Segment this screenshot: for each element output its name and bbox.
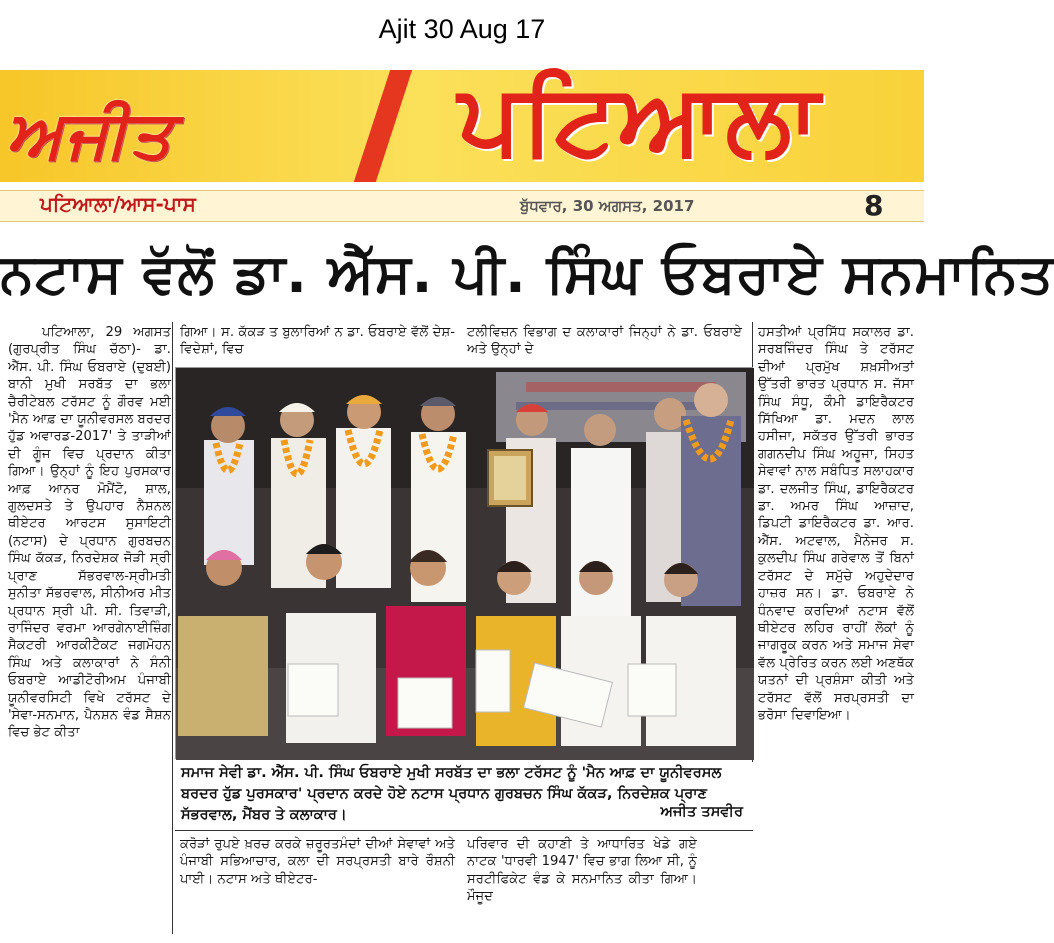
clipping-label: Ajit 30 Aug 17 bbox=[378, 14, 546, 44]
article-text-col2-top: ਗਿਆ। ਸ. ਕੱਕੜ ਤ ਬੁਲਾਰਿਆਂ ਨ ਡਾ. ਓਬਰਾਏ ਵੱਲੋਂ ਦੇਸ਼-ਵਿਦੇਸ਼ਾਂ, ਵਿਚ bbox=[180, 325, 455, 358]
article-text-col4: ਹਸਤੀਆਂ ਪ੍ਰਸਿੱਧ ਸਕਾਲਰ ਡਾ. ਸਰਬਜਿੰਦਰ ਸਿੰਘ ਤੇ ਟਰੱਸਟ ਦੀਆਂ ਪ੍ਰਮੁੱਖ ਸ਼ਖ਼ਸੀਅਤਾਂ ਉੱਤਰੀ ਭਾਰਤ ਪ੍ਰਧਾਨ ਸ. ਜੱਸਾ ਸਿੰਘ ਸੰਧੂ, ਕੌਮੀ ਡਾਇਰੈਕਟਰ ਸਿੱਖਿਆ ਡਾ. ਮਦਨ ਲਾਲ ਹਸੀਜਾ, ਸਕੱਤਰ ਉੱਤਰੀ ਭਾਰਤ ਗਗਨਦੀਪ ਸਿੰਘ ਅਹੂਜਾ, ਸਿਹਤ ਸੇਵਾਵਾਂ ਨਾਲ ਸਬੰਧਿਤ ਸਲਾਹਕਾਰ ਡਾ. ਦਲਜੀਤ ਸਿੰਘ, ਡਾਇਰੈਕਟਰ ਡਾ. ਅਮਰ ਸਿੰਘ ਆਜ਼ਾਦ, ਡਿਪਟੀ ਡਾਇਰੈਕਟਰ ਡਾ. ਆਰ. ਐੱਸ. ਅਟਵਾਲ, ਮੈਨੇਜਰ ਸ. ਕੁਲਦੀਪ ਸਿੰਘ ਗਰੇਵਾਲ ਤੋਂ ਬਿਨਾਂ ਟਰੱਸਟ ਦੇ ਸਮੁੱਚੇ ਅਹੁਦੇਦਾਰ ਹਾਜ਼ਰ ਸਨ। ਡਾ. ਓਬਰਾਏ ਨੇ ਧੰਨਵਾਦ ਕਰਦਿਆਂ ਨਟਾਸ ਵੱਲੋਂ ਥੀਏਟਰ ਲਹਿਰ ਰਾਹੀਂ ਲੋਕਾਂ ਨੂੰ ਜਾਗਰੂਕ ਕਰਨ ਅਤੇ ਸਮਾਜ ਸੇਵਾ ਵੱਲ ਪ੍ਰੇਰਿਤ ਕਰਨ ਲਈ ਅਣਥੱਕ ਯਤਨਾਂ ਦੀ ਪ੍ਰਸ਼ੰਸਾ ਕੀਤੀ ਅਤੇ ਟਰੱਸਟ ਵੱਲੋਂ ਸਰਪ੍ਰਸਤੀ ਦਾ ਭਰੋਸਾ ਦਿਵਾਇਆ। bbox=[758, 325, 914, 723]
article-text-col2-bottom: ਕਰੋੜਾਂ ਰੁਪਏ ਖ਼ਰਚ ਕਰਕੇ ਜ਼ਰੂਰਤਮੰਦਾਂ ਦੀਆਂ ਸੇਵਾਵਾਂ ਅਤੇ ਪੰਜਾਬੀ ਸਭਿਆਚਾਰ, ਕਲਾ ਦੀ ਸਰਪ੍ਰਸਤੀ ਬਾਰੇ ਰੌਸ਼ਨੀ ਪਾਈ। ਨਟਾਸ ਅਤੇ ਥੀਏਟਰ- bbox=[180, 837, 455, 887]
event-photo bbox=[175, 367, 753, 759]
article-column-3-bottom bbox=[467, 836, 697, 936]
issue-date: ਬੁੱਧਵਾਰ, 30 ਅਗਸਤ, 2017 bbox=[520, 197, 695, 215]
edition-title: ਪਟਿਆਲਾ bbox=[458, 63, 821, 177]
masthead bbox=[0, 63, 924, 182]
article-column-3-top bbox=[467, 324, 742, 362]
article-column-2-top bbox=[180, 324, 455, 362]
photo-caption-text: ਸਮਾਜ ਸੇਵੀ ਡਾ. ਐੱਸ. ਪੀ. ਸਿੰਘ ਓਬਰਾਏ ਮੁਖੀ ਸਰਬੱਤ ਦਾ ਭਲਾ ਟਰੱਸਟ ਨੂੰ 'ਮੈਨ ਆਫ਼ ਦਾ ਯੂਨੀਵਰਸਲ ਬਰਦਰ ਹੁੱਡ ਪੁਰਸਕਾਰ' ਪ੍ਰਦਾਨ ਕਰਦੇ ਹੋਏ ਨਟਾਸ ਪ੍ਰਧਾਨ ਗੁਰਬਚਨ ਸਿੰਘ ਕੱਕੜ, ਨਿਰਦੇਸ਼ਕ ਪ੍ਰਾਣ ਸੱਭਰਵਾਲ, ਮੈਂਬਰ ਤੇ ਕਲਾਕਾਰ। bbox=[181, 764, 722, 823]
article-headline: ਨਟਾਸ ਵੱਲੋਂ ਡਾ. ਐੱਸ. ਪੀ. ਸਿੰਘ ਓਬਰਾਏ ਸਨਮਾਨਿਤ bbox=[0, 242, 1054, 305]
section-bar bbox=[0, 190, 924, 222]
photo-illustration bbox=[176, 368, 754, 760]
column-rule bbox=[172, 322, 173, 934]
article-text-col3-top: ਟਲੀਵਿਜ਼ਨ ਵਿਭਾਗ ਦ ਕਲਾਕਾਰਾਂ ਜਿਨ੍ਹਾਂ ਨੇ ਡਾ. ਓਬਰਾਏ ਅਤੇ ਉਨ੍ਹਾਂ ਦੇ bbox=[467, 325, 742, 358]
article-column-1 bbox=[8, 324, 171, 936]
article-text-col3-bottom: ਪਰਿਵਾਰ ਦੀ ਕਹਾਣੀ ਤੇ ਆਧਾਰਿਤ ਖੇਡੇ ਗਏ ਨਾਟਕ 'ਧਾਰਵੀ 1947' ਵਿਚ ਭਾਗ ਲਿਆ ਸੀ, ਨੂੰ ਸਰਟੀਫਿਕੇਟ ਵੰਡ ਕੇ ਸਨਮਾਨਿਤ ਕੀਤਾ ਗਿਆ। ਮੌਜੂਦ bbox=[467, 837, 697, 905]
masthead-divider bbox=[354, 70, 412, 182]
page-number: 8 bbox=[864, 189, 884, 222]
photo-caption bbox=[175, 762, 753, 828]
caption-rule bbox=[175, 830, 753, 831]
photo-credit: ਅਜੀਤ ਤਸਵੀਰ bbox=[660, 803, 743, 820]
article-column-2-bottom bbox=[180, 836, 455, 936]
paper-name-logo: ਅਜੀਤ bbox=[6, 96, 174, 173]
section-name: ਪਟਿਆਲਾ/ਆਸ-ਪਾਸ bbox=[40, 192, 196, 216]
article-text-col1: ਪਟਿਆਲਾ, 29 ਅਗਸਤ (ਗੁਰਪ੍ਰੀਤ ਸਿੰਘ ਚੱਠਾ)- ਡਾ. ਐੱਸ. ਪੀ. ਸਿੰਘ ਓਬਰਾਏ (ਦੁਬਈ) ਬਾਨੀ ਮੁਖੀ ਸਰਬੱਤ ਦਾ ਭਲਾ ਚੈਰੀਟੇਬਲ ਟਰੱਸਟ ਨੂੰ ਗੌਰਵ ਮਈ 'ਮੈਨ ਆਫ਼ ਦਾ ਯੂਨੀਵਰਸਲ ਬਰਦਰ ਹੁੱਡ ਅਵਾਰਡ-2017' ਤੇ ਤਾੜੀਆਂ ਦੀ ਗੂੰਜ ਵਿਚ ਪ੍ਰਦਾਨ ਕੀਤਾ ਗਿਆ। ਉਨ੍ਹਾਂ ਨੂੰ ਇਹ ਪੁਰਸਕਾਰ ਆਫ਼ ਆਨਰ ਮੋਮੈਂਟੋ, ਸ਼ਾਲ, ਗੁਲਦਸਤੇ ਤੇ ਉਪਹਾਰ ਨੈਸ਼ਨਲ ਥੀਏਟਰ ਆਰਟਸ ਸੁਸਾਇਟੀ (ਨਟਾਸ) ਦੇ ਪ੍ਰਧਾਨ ਗੁਰਬਚਨ ਸਿੰਘ ਕੱਕੜ, ਨਿਰਦੇਸ਼ਕ ਜੋੜੀ ਸ੍ਰੀ ਪ੍ਰਾਣ ਸੱਭਰਵਾਲ-ਸ੍ਰੀਮਤੀ ਸੁਨੀਤਾ ਸੱਭਰਵਾਲ, ਸੀਨੀਅਰ ਮੀਤ ਪ੍ਰਧਾਨ ਸ੍ਰੀ ਪੀ. ਸੀ. ਤਿਵਾੜੀ, ਰਾਜਿੰਦਰ ਵਰਮਾ ਆਰਗੇਨਾਈਜ਼ਿੰਗ ਸੈਕਟਰੀ ਆਰਕੀਟੈਕਟ ਜਗਮੋਹਨ ਸਿੰਘ ਅਤੇ ਕਲਾਕਾਰਾਂ ਨੇ ਸੰਨੀ ਓਬਰਾਏ ਆਡੀਟੋਰੀਅਮ ਪੰਜਾਬੀ ਯੂਨੀਵਰਸਿਟੀ ਵਿਖੇ ਟਰੱਸਟ ਦੇ 'ਸੇਵਾ-ਸਨਮਾਨ, ਪੈਨਸ਼ਨ ਵੰਡ ਸੈਸ਼ਨ ਵਿਚ ਭੇਟ ਕੀਤਾ bbox=[8, 325, 171, 741]
